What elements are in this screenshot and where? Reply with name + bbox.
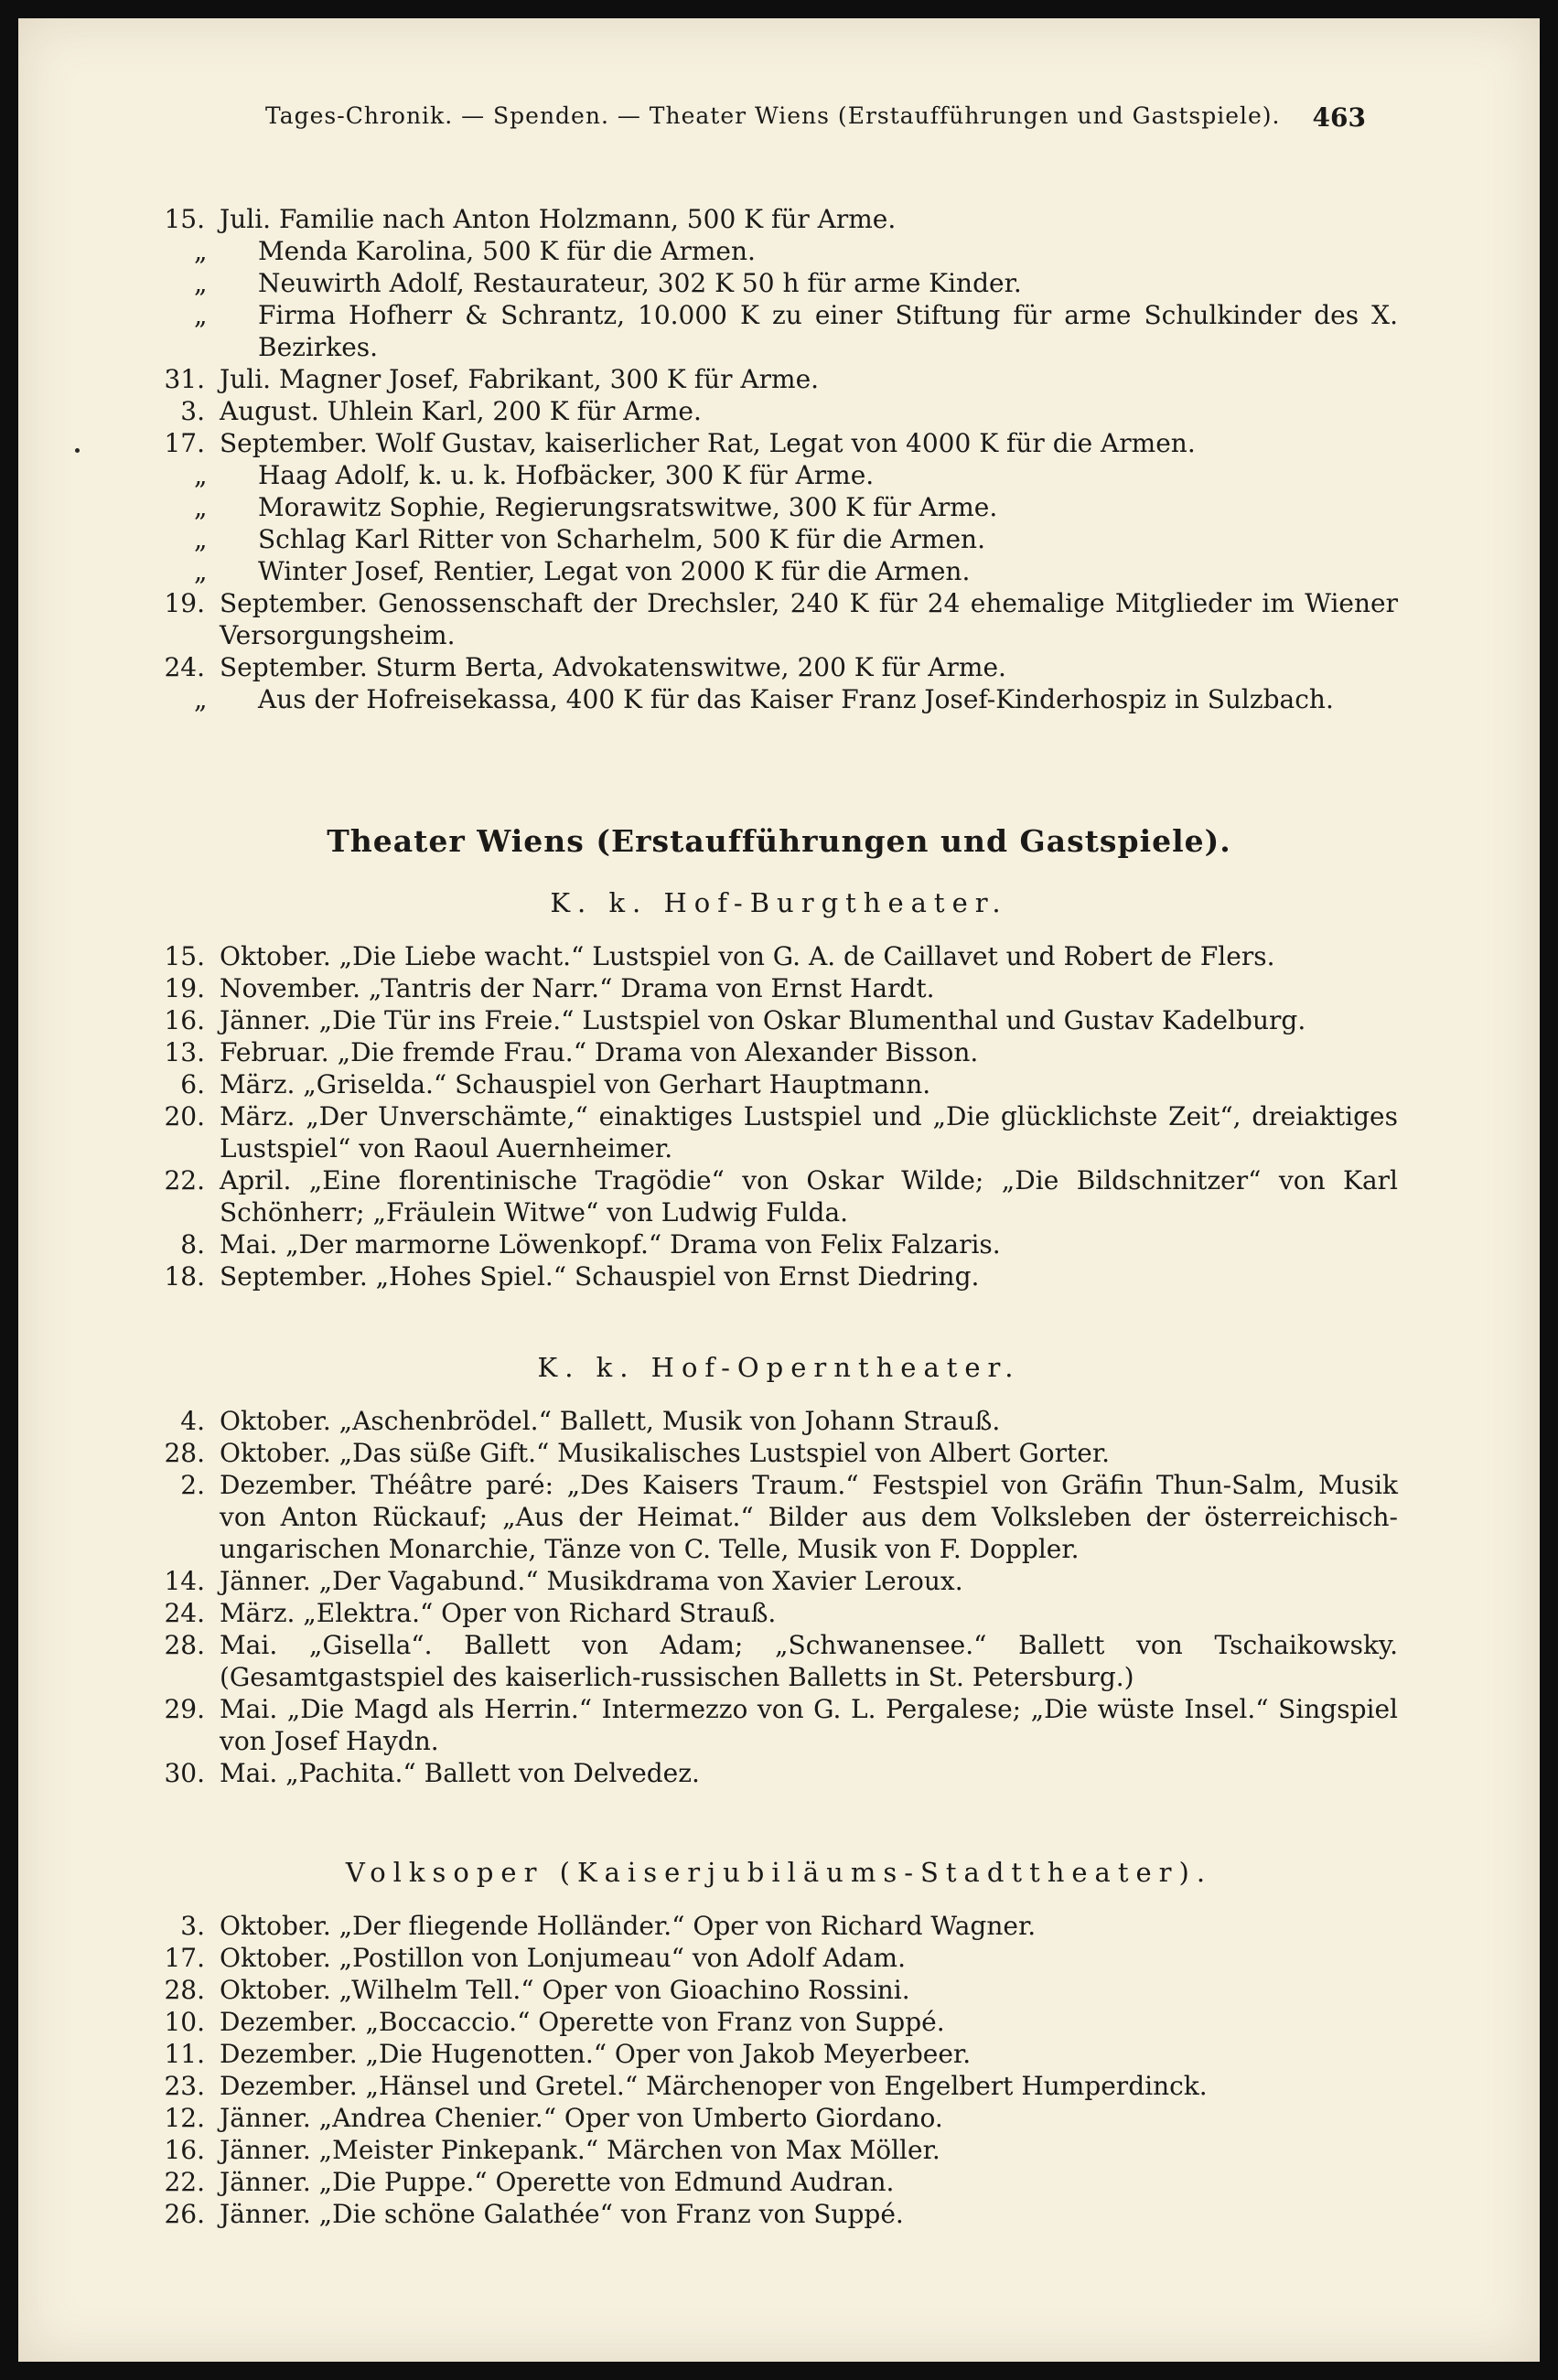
- running-title: Tages-Chronik. — Spenden. — Theater Wiens (Erstaufführungen und Gastspiele).: [265, 102, 1281, 129]
- list-item: 17. September. Wolf Gustav, kaiserlicher Rat, Legat von 4000 K für die Armen.: [164, 428, 1196, 458]
- list-item: 24. März. „Elektra.“ Oper von Richard Strauß.: [164, 1598, 777, 1628]
- list-item: 12. Jänner. „Andrea Chenier.“ Oper von Umberto Giordano.: [164, 2103, 943, 2133]
- operntheater-list: [145, 1405, 1398, 1789]
- list-item: „ Firma Hofherr & Schrantz, 10.000 K zu einer Stiftung für arme Schulkinder des X. Bezirkes.: [194, 300, 1398, 362]
- list-item: 22. Jänner. „Die Puppe.“ Operette von Edmund Audran.: [164, 2167, 895, 2197]
- list-item: „ Neuwirth Adolf, Restaurateur, 302 K 50 h für arme Kinder.: [194, 268, 1022, 298]
- volksoper-title: Volksoper (Kaiserjubiläums-Stadttheater).: [345, 1857, 1213, 1888]
- burgtheater-list: [145, 940, 1398, 1292]
- list-item: 15. Juli. Familie nach Anton Holzmann, 500 K für Arme.: [164, 204, 897, 234]
- list-item: 18. September. „Hohes Spiel.“ Schauspiel von Ernst Diedring.: [164, 1261, 980, 1292]
- list-item: 24. September. Sturm Berta, Advokatenswitwe, 200 K für Arme.: [164, 652, 1006, 682]
- list-item: 17. Oktober. „Postillon von Lonjumeau“ von Adolf Adam.: [164, 1943, 906, 1973]
- donations-list: [145, 203, 1398, 715]
- list-item: 6. März. „Griselda.“ Schauspiel von Gerhart Hauptmann.: [180, 1069, 931, 1099]
- list-item: 10. Dezember. „Boccaccio.“ Operette von Franz von Suppé.: [164, 2007, 945, 2037]
- list-item: 28. Mai. „Gisella“. Ballett von Adam; „Schwanensee.“ Ballett von Tschaikowsky. (Gesamtgastspiel des kaiserlich-russischen Balletts in St. Petersburg.): [164, 1630, 1398, 1692]
- list-item: 19. November. „Tantris der Narr.“ Drama von Ernst Hardt.: [164, 973, 935, 1003]
- list-item: „ Schlag Karl Ritter von Scharhelm, 500 K für die Armen.: [194, 524, 985, 554]
- list-item: 3. Oktober. „Der fliegende Holländer.“ Oper von Richard Wagner.: [180, 1911, 1037, 1941]
- burgtheater-title: K. k. Hof-Burgtheater.: [550, 887, 1008, 918]
- list-item: 29. Mai. „Die Magd als Herrin.“ Intermezzo von G. L. Pergalese; „Die wüste Insel.“ Singspiel von Josef Haydn.: [164, 1694, 1398, 1756]
- volksoper-list: [145, 1910, 1398, 2230]
- page-header: [18, 102, 1540, 146]
- section-title: Theater Wiens (Erstaufführungen und Gastspiele).: [327, 823, 1231, 859]
- list-item: 2. Dezember. Théâtre paré: „Des Kaisers Traum.“ Festspiel von Gräfin Thun-Salm, Musik von Anton Rückauf; „Aus der Heimat.“ Bilder aus dem Volksleben der österreichisch-ungarischen Monarchie, Tänze von C. Telle, Musik von F. Doppler.: [180, 1470, 1398, 1564]
- list-item: „ Haag Adolf, k. u. k. Hofbäcker, 300 K für Arme.: [194, 460, 875, 490]
- list-item: 11. Dezember. „Die Hugenotten.“ Oper von Jakob Meyerbeer.: [164, 2039, 972, 2069]
- list-item: 4. Oktober. „Aschenbrödel.“ Ballett, Musik von Johann Strauß.: [180, 1406, 1001, 1436]
- list-item: 16. Jänner. „Meister Pinkepank.“ Märchen von Max Möller.: [164, 2135, 940, 2165]
- operntheater-title: K. k. Hof-Operntheater.: [537, 1352, 1021, 1383]
- list-item: 20. März. „Der Unverschämte,“ einaktiges Lustspiel und „Die glücklichste Zeit“, dreiaktiges Lustspiel“ von Raoul Auernheimer.: [164, 1101, 1398, 1163]
- list-item: 14. Jänner. „Der Vagabund.“ Musikdrama von Xavier Leroux.: [164, 1566, 963, 1596]
- list-item: 22. April. „Eine florentinische Tragödie“ von Oskar Wilde; „Die Bildschnitzer“ von Karl Schönherr; „Fräulein Witwe“ von Ludwig Fulda.: [164, 1165, 1398, 1228]
- list-item: 28. Oktober. „Wilhelm Tell.“ Oper von Gioachino Rossini.: [164, 1975, 910, 2005]
- list-item: 30. Mai. „Pachita.“ Ballett von Delvedez.: [164, 1758, 700, 1788]
- list-item: 13. Februar. „Die fremde Frau.“ Drama von Alexander Bisson.: [164, 1037, 979, 1067]
- list-item: 26. Jänner. „Die schöne Galathée“ von Franz von Suppé.: [164, 2199, 904, 2229]
- list-item: 16. Jänner. „Die Tür ins Freie.“ Lustspiel von Oskar Blumenthal und Gustav Kadelburg.: [164, 1005, 1306, 1035]
- list-item: „ Menda Karolina, 500 K für die Armen.: [194, 236, 756, 266]
- list-item: „ Morawitz Sophie, Regierungsratswitwe, 300 K für Arme.: [194, 492, 998, 522]
- list-item: 19. September. Genossenschaft der Drechsler, 240 K für 24 ehemalige Mitglieder im Wiener Versorgungsheim.: [164, 588, 1398, 650]
- list-item: 23. Dezember. „Hänsel und Gretel.“ Märchenoper von Engelbert Humperdinck.: [164, 2071, 1208, 2101]
- margin-dot: [75, 448, 80, 453]
- scanned-page: [18, 18, 1540, 2362]
- list-item: „ Winter Josef, Rentier, Legat von 2000 K für die Armen.: [194, 556, 971, 586]
- list-item: 15. Oktober. „Die Liebe wacht.“ Lustspiel von G. A. de Caillavet und Robert de Flers.: [164, 941, 1275, 971]
- list-item: 8. Mai. „Der marmorne Löwenkopf.“ Drama von Felix Falzaris.: [180, 1229, 1001, 1260]
- list-item: 3. August. Uhlein Karl, 200 K für Arme.: [180, 396, 702, 426]
- list-item: 28. Oktober. „Das süße Gift.“ Musikalisches Lustspiel von Albert Gorter.: [164, 1438, 1111, 1468]
- list-item: 31. Juli. Magner Josef, Fabrikant, 300 K für Arme.: [164, 364, 820, 394]
- list-item: „ Aus der Hofreisekassa, 400 K für das Kaiser Franz Josef-Kinderhospiz in Sulzbach.: [194, 684, 1334, 714]
- page-number: 463: [1312, 102, 1366, 133]
